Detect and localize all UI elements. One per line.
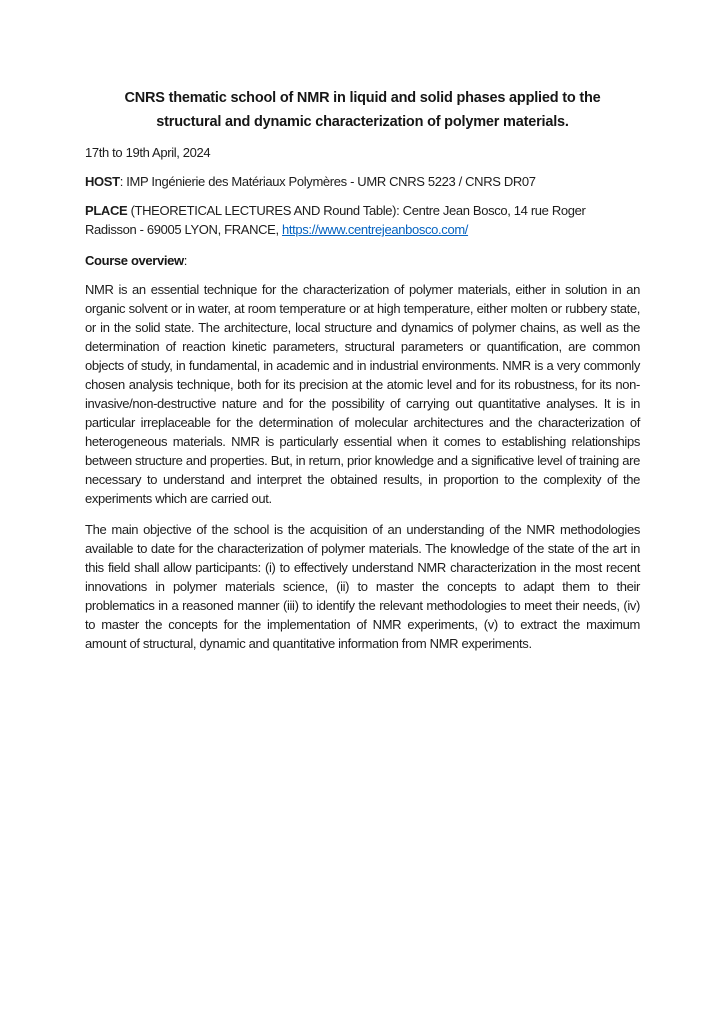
- place-line: [85, 201, 640, 239]
- host-label: HOST: [85, 174, 120, 189]
- course-overview-heading: [85, 251, 640, 270]
- course-overview-heading-label: Course overview: [85, 253, 184, 268]
- host-line: [85, 172, 640, 191]
- document-title-line-1: CNRS thematic school of NMR in liquid and solid phases applied to the: [124, 90, 601, 106]
- place-label: PLACE: [85, 203, 128, 218]
- event-date-range: 17th to 19th April, 2024: [85, 145, 211, 160]
- venue-link[interactable]: https://www.centrejeanbosco.com/: [282, 222, 469, 237]
- document-title-line-2: structural and dynamic characterization of polymer materials.: [156, 114, 569, 130]
- course-overview-paragraph-2: The main objective of the school is the acquisition of an understanding of the NMR methodologies available to date for the characterization of polymer materials. The knowledge of the state of the art in this field shall allow participants: (i) to effectively understand NMR characterization in the most recent innovations in polymer materials science, (ii) to master the concepts to adapt them to their problematics in a reasoned manner (iii) to identify the relevant methodologies to meet their needs, (iv) to master the concepts for the implementation of NMR experiments, (v) to extract the maximum amount of structural, dynamic and quantitative information from NMR experiments.: [85, 522, 640, 651]
- course-overview-paragraph-1: NMR is an essential technique for the characterization of polymer materials, either in solution in an organic solvent or in water, at room temperature or at high temperature, either molten or rubbery state, or in the solid state. The architecture, local structure and dynamics of polymer chains, as well as the determination of reaction kinetic parameters, structural parameters or quantification, are common objects of study, in fundamental, in academic and in industrial environments. NMR is a very commonly chosen analysis technique, both for its precision at the atomic level and for its robustness, for its non-invasive/non-destructive nature and for the possibility of carrying out quantitative analyses. It is in particular irreplaceable for the determination of molecular architectures and the characterization of heterogeneous materials. NMR is particularly essential when it comes to establishing relationships between structure and properties. But, in return, prior knowledge and a significative level of training are necessary to understand and interpret the obtained results, in proportion to the complexity of the experiments which are carried out.: [85, 282, 640, 506]
- course-overview-heading-colon: :: [183, 253, 188, 268]
- document-title: [85, 86, 640, 134]
- host-text: : IMP Ingénierie des Matériaux Polymères - UMR CNRS 5223 / CNRS DR07: [119, 174, 536, 189]
- place-text: (THEORETICAL LECTURES AND Round Table): Centre Jean Bosco, 14 rue Roger Radisson - 69005 LYON, FRANCE,: [85, 203, 586, 237]
